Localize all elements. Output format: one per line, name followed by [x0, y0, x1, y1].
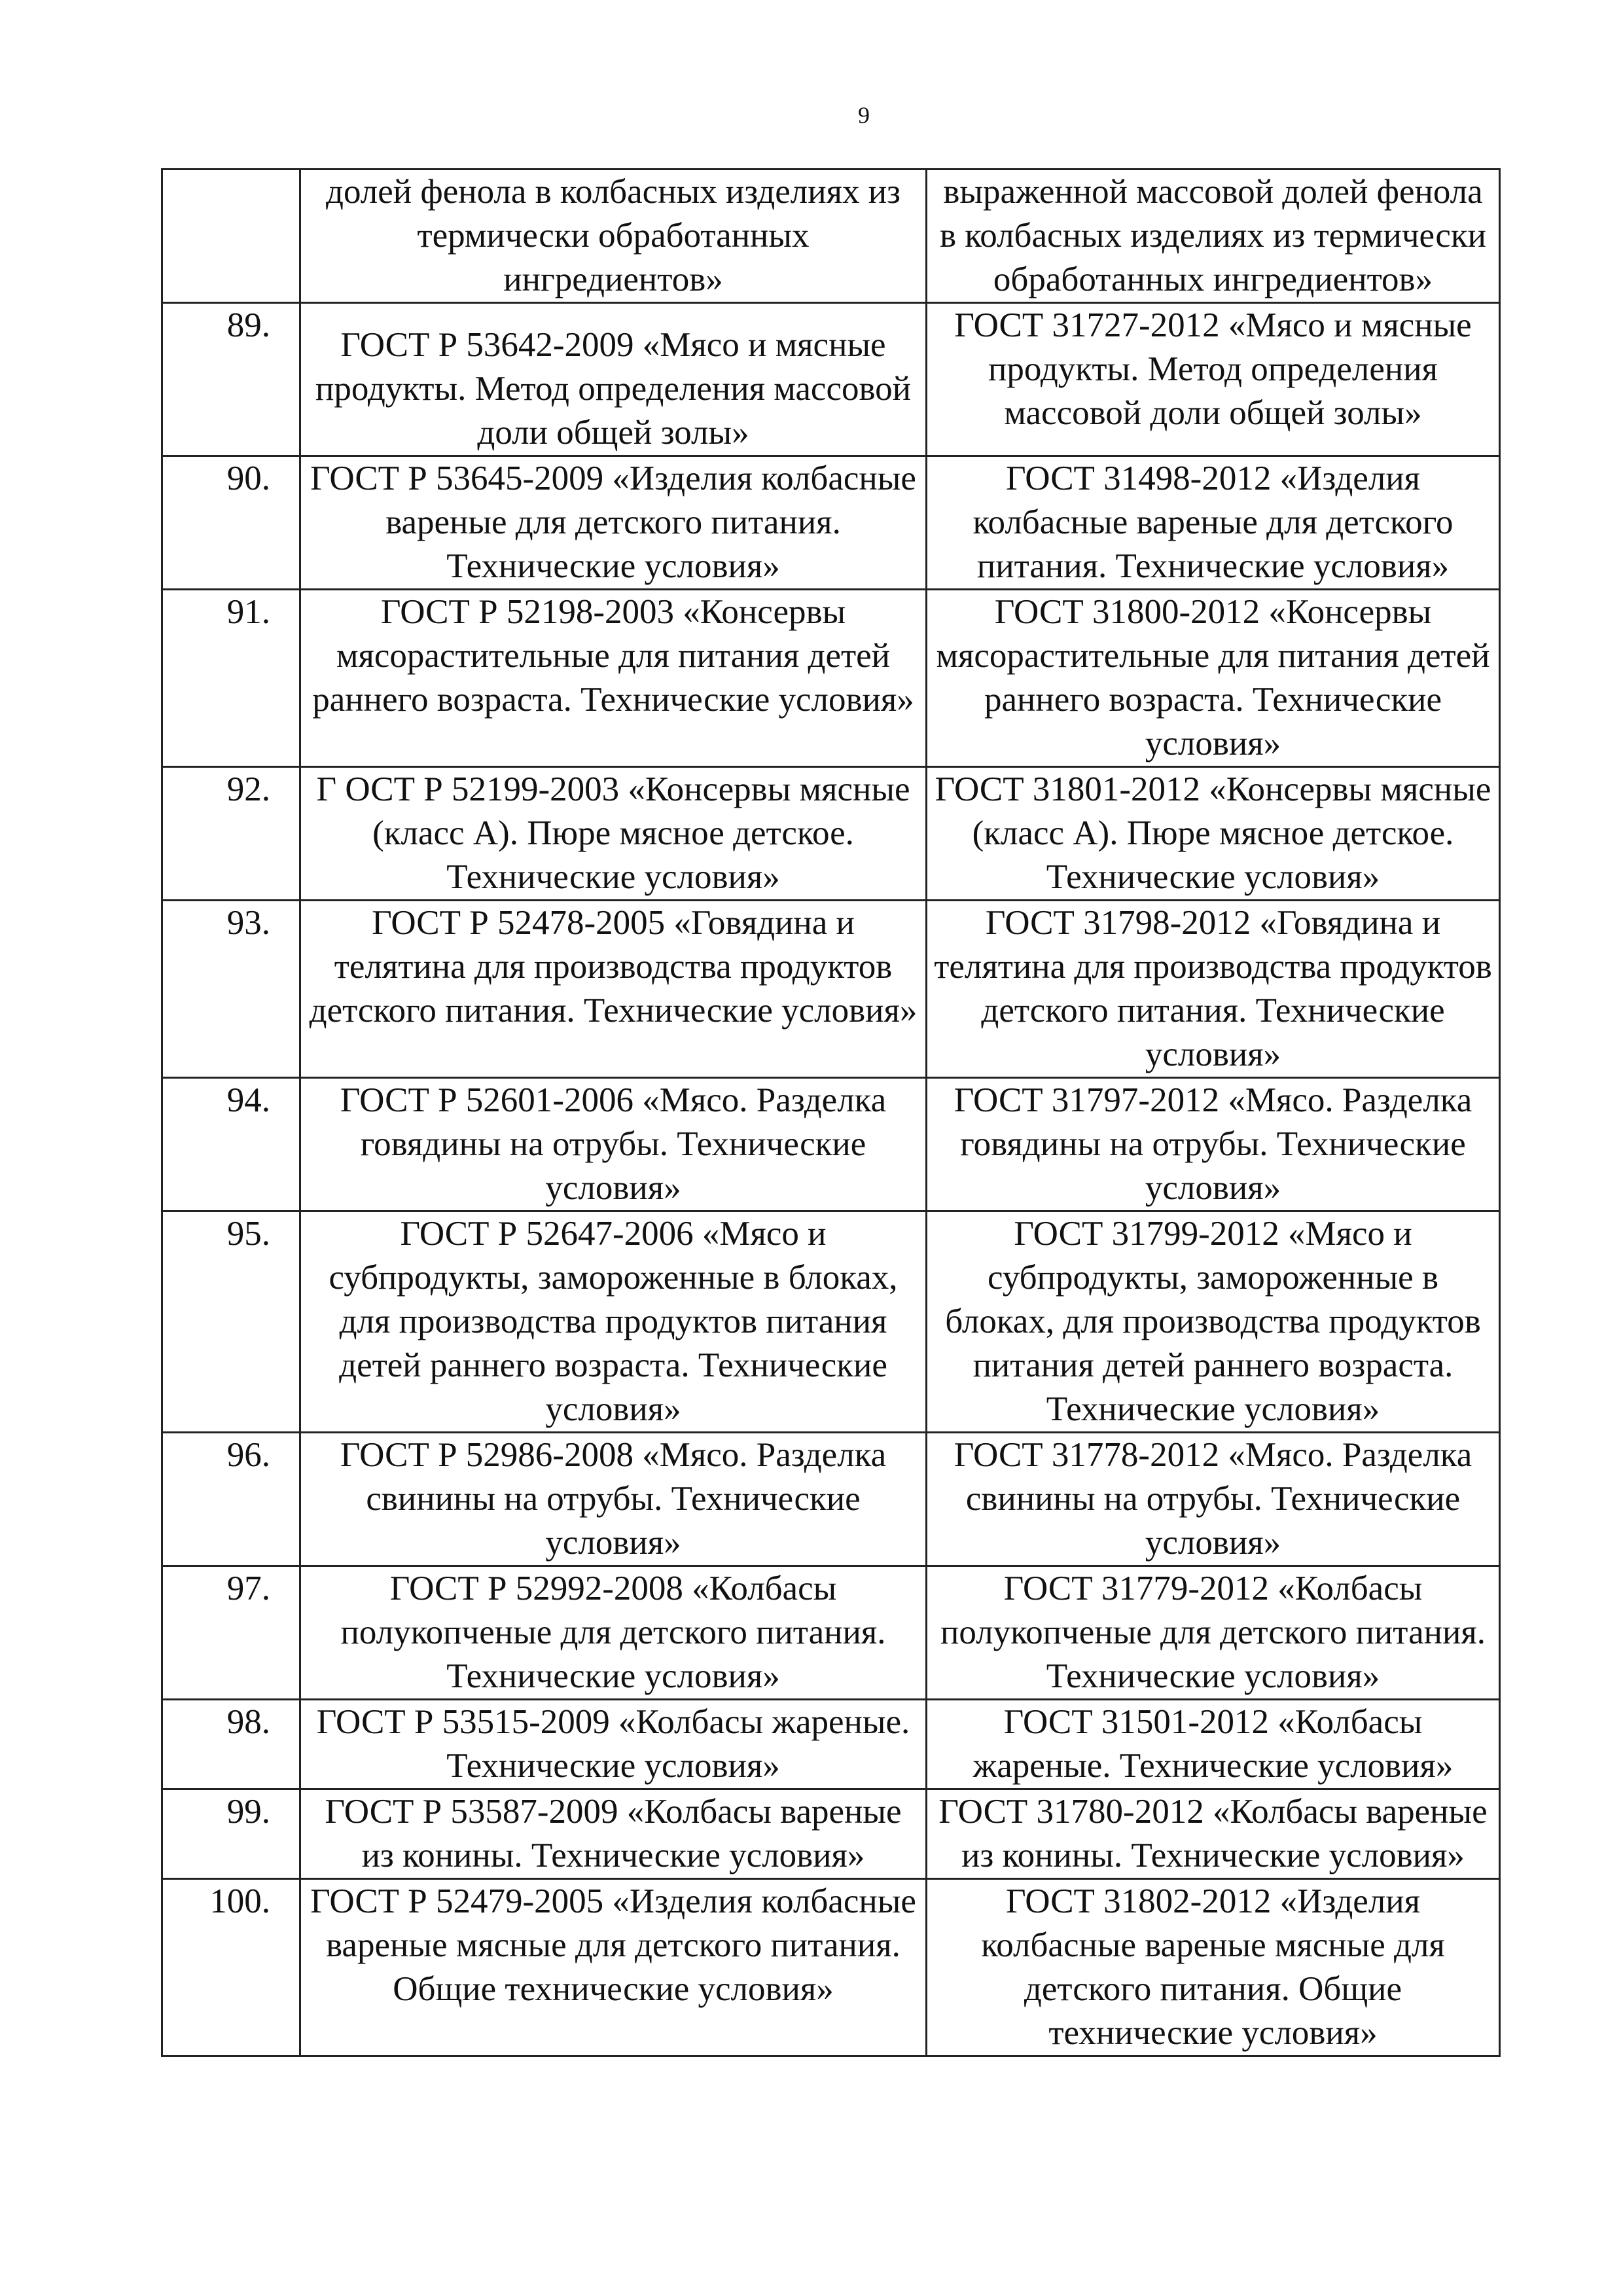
row-number: 96. [162, 1433, 300, 1566]
row-number: 92. [162, 767, 300, 901]
table-row [162, 1789, 1500, 1879]
table-row [162, 1078, 1500, 1211]
table-row [162, 456, 1500, 590]
table-row [162, 1433, 1500, 1566]
old-standard: ГОСТ Р 52986-2008 «Мясо. Разделка свинины на отрубы. Технические условия» [300, 1433, 927, 1566]
old-standard: ГОСТ Р 52601-2006 «Мясо. Разделка говядины на отрубы. Технические условия» [300, 1078, 927, 1211]
old-standard: ГОСТ Р 52992-2008 «Колбасы полукопченые для детского питания. Технические условия» [300, 1566, 927, 1700]
old-standard: Г ОСТ Р 52199-2003 «Консервы мясные (класс А). Пюре мясное детское. Технические условия» [300, 767, 927, 901]
row-number: 98. [162, 1700, 300, 1789]
new-standard: ГОСТ 31797-2012 «Мясо. Разделка говядины на отрубы. Технические условия» [927, 1078, 1500, 1211]
table-row [162, 767, 1500, 901]
table-row [162, 303, 1500, 456]
new-standard: ГОСТ 31727-2012 «Мясо и мясные продукты. Метод определения массовой доли общей золы» [927, 303, 1500, 456]
new-standard: ГОСТ 31498-2012 «Изделия колбасные вареные для детского питания. Технические условия» [927, 456, 1500, 590]
new-standard: ГОСТ 31778-2012 «Мясо. Разделка свинины на отрубы. Технические условия» [927, 1433, 1500, 1566]
row-number: 91. [162, 590, 300, 767]
old-standard: ГОСТ Р 53642-2009 «Мясо и мясные продукты. Метод определения массовой доли общей золы» [300, 303, 927, 456]
row-number: 100. [162, 1879, 300, 2056]
row-number: 97. [162, 1566, 300, 1700]
old-standard: ГОСТ Р 52647-2006 «Мясо и субпродукты, замороженные в блоках, для производства продуктов питания детей раннего возраста. Технические условия» [300, 1211, 927, 1433]
row-number: 95. [162, 1211, 300, 1433]
row-number: 89. [162, 303, 300, 456]
new-standard: ГОСТ 31800-2012 «Консервы мясорастительные для питания детей раннего возраста. Технические условия» [927, 590, 1500, 767]
old-standard: ГОСТ Р 53587-2009 «Колбасы вареные из конины. Технические условия» [300, 1789, 927, 1879]
old-standard: ГОСТ Р 52478-2005 «Говядина и телятина для производства продуктов детского питания. Технические условия» [300, 901, 927, 1078]
old-standard: долей фенола в колбасных изделиях из термически обработанных ингредиентов» [300, 170, 927, 303]
new-standard: ГОСТ 31798-2012 «Говядина и телятина для производства продуктов детского питания. Технические условия» [927, 901, 1500, 1078]
old-standard: ГОСТ Р 52479-2005 «Изделия колбасные вареные мясные для детского питания. Общие технические условия» [300, 1879, 927, 2056]
table-row [162, 1566, 1500, 1700]
table-row [162, 901, 1500, 1078]
standards-table [161, 168, 1501, 2057]
table-row [162, 590, 1500, 767]
new-standard: ГОСТ 31801-2012 «Консервы мясные (класс А). Пюре мясное детское. Технические условия» [927, 767, 1500, 901]
row-number [162, 170, 300, 303]
row-number: 99. [162, 1789, 300, 1879]
old-standard: ГОСТ Р 53515-2009 «Колбасы жареные. Технические условия» [300, 1700, 927, 1789]
row-number: 94. [162, 1078, 300, 1211]
new-standard: ГОСТ 31802-2012 «Изделия колбасные вареные мясные для детского питания. Общие технические условия» [927, 1879, 1500, 2056]
page-number: 9 [858, 102, 870, 128]
row-number: 93. [162, 901, 300, 1078]
table-row [162, 1700, 1500, 1789]
row-number: 90. [162, 456, 300, 590]
old-standard: ГОСТ Р 53645-2009 «Изделия колбасные вареные для детского питания. Технические условия» [300, 456, 927, 590]
new-standard: ГОСТ 31799-2012 «Мясо и субпродукты, замороженные в блоках, для производства продуктов питания детей раннего возраста. Технические условия» [927, 1211, 1500, 1433]
old-standard: ГОСТ Р 52198-2003 «Консервы мясорастительные для питания детей раннего возраста. Технические условия» [300, 590, 927, 767]
table-row [162, 1211, 1500, 1433]
new-standard: ГОСТ 31779-2012 «Колбасы полукопченые для детского питания. Технические условия» [927, 1566, 1500, 1700]
new-standard: ГОСТ 31501-2012 «Колбасы жареные. Технические условия» [927, 1700, 1500, 1789]
new-standard: выраженной массовой долей фенола в колбасных изделиях из термически обработанных ингредиентов» [927, 170, 1500, 303]
table-row [162, 170, 1500, 303]
new-standard: ГОСТ 31780-2012 «Колбасы вареные из конины. Технические условия» [927, 1789, 1500, 1879]
table-row [162, 1879, 1500, 2056]
